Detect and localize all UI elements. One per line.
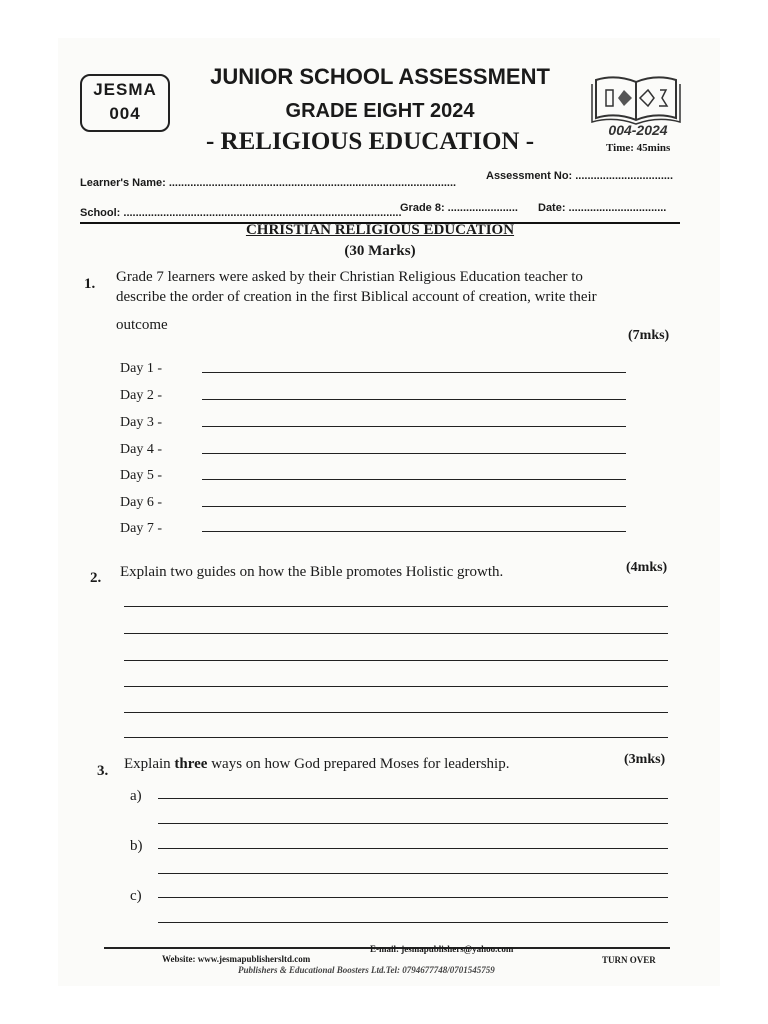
q2-number: 2. (90, 570, 102, 586)
day-label: Day 5 - (120, 468, 162, 483)
part-label: c) (130, 888, 142, 904)
q2-marks: (4mks) (626, 560, 668, 575)
answer-line (158, 848, 668, 849)
answer-line (158, 922, 668, 923)
answer-line (202, 453, 626, 454)
exam-code-box (80, 74, 170, 132)
logo-code: 004-2024 (608, 122, 668, 138)
q1-text-line2: describe the order of creation in the first Biblical account of creation, write their (116, 289, 597, 305)
subject-title: - RELIGIOUS EDUCATION - (205, 128, 535, 155)
answer-line (158, 823, 668, 824)
answer-line (202, 531, 626, 532)
answer-line (124, 633, 668, 634)
day-label: Day 1 - (120, 361, 162, 376)
part-label: b) (130, 838, 143, 854)
day-label: Day 2 - (120, 388, 162, 403)
footer-publisher: Publishers & Educational Boosters Ltd.Tel: 0794677748/0701545759 (238, 965, 495, 975)
answer-line (202, 426, 626, 427)
answer-line (158, 897, 668, 898)
book-logo-icon (590, 70, 682, 126)
exam-code-line2: 004 (109, 104, 141, 123)
q3-number: 3. (97, 763, 109, 779)
footer-website: Website: www.jesmapublishersltd.com (162, 954, 311, 964)
q1-number: 1. (84, 276, 96, 292)
answer-line (124, 712, 668, 713)
footer-email: E-mail: jesmapublishers@yahoo.com (370, 944, 514, 954)
q1-marks: (7mks) (628, 328, 670, 343)
turn-over-label: TURN OVER (602, 955, 656, 965)
school-field: School: ........................................................................................... (80, 207, 402, 219)
section-title: CHRISTIAN RELIGIOUS EDUCATION (245, 222, 515, 238)
exam-code-line1: JESMA (93, 80, 157, 99)
answer-line (124, 660, 668, 661)
answer-line (158, 873, 668, 874)
grade-line: GRADE EIGHT 2024 (285, 100, 475, 122)
part-label: a) (130, 788, 142, 804)
q1-text-line1: Grade 7 learners were asked by their Christian Religious Education teacher to (116, 269, 583, 285)
day-label: Day 4 - (120, 442, 162, 457)
answer-line (124, 737, 668, 738)
q1-text-line3: outcome (116, 317, 168, 333)
date-field: Date: ................................ (538, 202, 667, 214)
day-label: Day 3 - (120, 415, 162, 430)
answer-line (158, 798, 668, 799)
section-marks: (30 Marks) (344, 243, 416, 259)
q3-text: Explain three ways on how God prepared Moses for leadership. (124, 756, 510, 772)
q2-text: Explain two guides on how the Bible promotes Holistic growth. (120, 564, 504, 580)
answer-line (202, 372, 626, 373)
day-label: Day 7 - (120, 521, 162, 536)
answer-line (124, 606, 668, 607)
q3-marks: (3mks) (624, 752, 666, 767)
answer-line (124, 686, 668, 687)
grade-field: Grade 8: ....................... (400, 202, 518, 214)
day-label: Day 6 - (120, 495, 162, 510)
page-title: JUNIOR SCHOOL ASSESSMENT (210, 64, 550, 89)
assessment-no-field: Assessment No: ................................ (486, 170, 674, 182)
time-allowed: Time: 45mins (606, 142, 671, 154)
answer-line (202, 479, 626, 480)
answer-line (202, 399, 626, 400)
answer-line (202, 506, 626, 507)
learner-name-field: Learner's Name: .............................................................................................. (80, 177, 457, 189)
